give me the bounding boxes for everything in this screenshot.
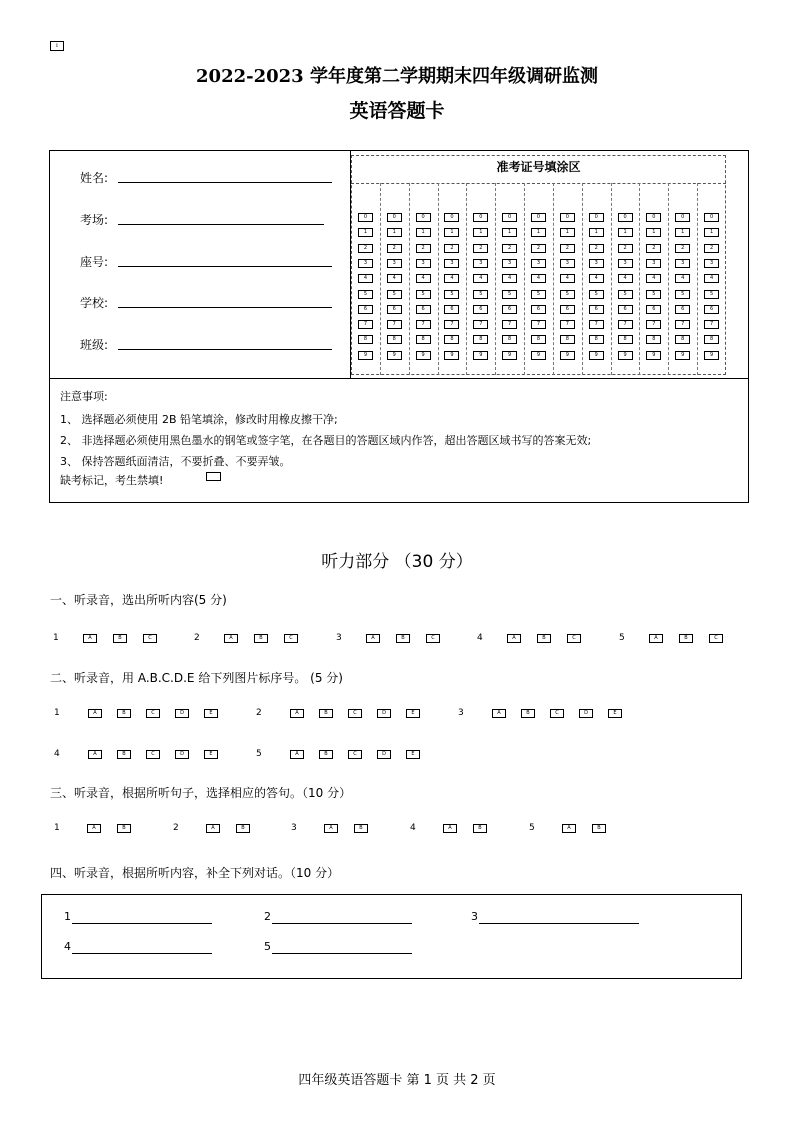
exam-number-column-divider [582, 183, 583, 375]
exam-number-bubble[interactable]: 1 [473, 228, 488, 237]
exam-number-column-divider [524, 183, 525, 375]
exam-number-bubble[interactable]: 2 [358, 244, 373, 253]
exam-number-bubble[interactable]: 1 [675, 228, 690, 237]
exam-number-bubble[interactable]: 3 [560, 259, 575, 268]
question-number: 3 [336, 633, 342, 643]
exam-number-bubble[interactable]: 5 [473, 290, 488, 299]
option-bubble[interactable]: A [366, 634, 380, 643]
option-bubble[interactable]: A [324, 824, 338, 833]
exam-number-bubble[interactable]: 8 [531, 335, 546, 344]
exam-number-bubble[interactable]: 5 [589, 290, 604, 299]
option-bubble[interactable]: C [284, 634, 298, 643]
exam-number-bubble[interactable]: 9 [560, 351, 575, 360]
exam-number-bubble[interactable]: 5 [618, 290, 633, 299]
exam-number-bubble[interactable]: 1 [416, 228, 431, 237]
exam-number-bubble[interactable]: 9 [589, 351, 604, 360]
option-bubble[interactable]: B [319, 709, 333, 718]
exam-number-bubble[interactable]: 2 [589, 244, 604, 253]
exam-number-bubble[interactable]: 7 [589, 320, 604, 329]
q4-title: 四、听录音，根据所听内容，补全下列对话。（10 分） [50, 866, 340, 880]
option-bubble[interactable]: D [175, 709, 189, 718]
option-bubble[interactable]: A [507, 634, 521, 643]
exam-number-bubble[interactable]: 0 [473, 213, 488, 222]
exam-number-bubble[interactable]: 0 [675, 213, 690, 222]
exam-number-bubble[interactable]: 3 [646, 259, 661, 268]
exam-number-bubble[interactable]: 6 [560, 305, 575, 314]
exam-number-bubble[interactable]: 9 [704, 351, 719, 360]
exam-number-bubble[interactable]: 3 [473, 259, 488, 268]
exam-number-bubble[interactable]: 7 [675, 320, 690, 329]
option-bubble[interactable]: D [579, 709, 593, 718]
exam-number-bubble[interactable]: 4 [473, 274, 488, 283]
exam-number-bubble[interactable]: 4 [358, 274, 373, 283]
exam-number-bubble[interactable]: 8 [589, 335, 604, 344]
exam-number-bubble[interactable]: 7 [444, 320, 459, 329]
exam-number-bubble[interactable]: 4 [416, 274, 431, 283]
question-number: 2 [173, 823, 179, 833]
exam-number-bubble[interactable]: 7 [473, 320, 488, 329]
notice-divider [49, 378, 749, 379]
exam-number-bubble[interactable]: 7 [531, 320, 546, 329]
exam-number-bubble[interactable]: 6 [502, 305, 517, 314]
seat-label: 座号: [80, 255, 109, 269]
option-bubble[interactable]: A [88, 750, 102, 759]
option-bubble[interactable]: B [254, 634, 268, 643]
option-bubble[interactable]: A [83, 634, 97, 643]
exam-number-bubble[interactable]: 0 [358, 213, 373, 222]
exam-number-bubble[interactable]: 2 [473, 244, 488, 253]
exam-number-bubble[interactable]: 2 [531, 244, 546, 253]
school-field[interactable] [118, 307, 332, 308]
exam-number-bubble[interactable]: 4 [704, 274, 719, 283]
exam-number-bubble[interactable]: 3 [502, 259, 517, 268]
option-bubble[interactable]: A [649, 634, 663, 643]
exam-number-bubble[interactable]: 2 [675, 244, 690, 253]
exam-number-bubble[interactable]: 8 [704, 335, 719, 344]
option-bubble[interactable]: A [206, 824, 220, 833]
exam-number-bubble[interactable]: 7 [387, 320, 402, 329]
exam-number-bubble[interactable]: 5 [416, 290, 431, 299]
exam-number-bubble[interactable]: 9 [473, 351, 488, 360]
option-bubble[interactable]: D [377, 750, 391, 759]
exam-number-bubble[interactable]: 8 [646, 335, 661, 344]
notice-item-3: 3、 保持答题纸面清洁，不要折叠、不要弄皱。 [60, 455, 291, 468]
answer-number: 5 [264, 940, 271, 953]
option-bubble[interactable]: B [319, 750, 333, 759]
option-bubble[interactable]: A [443, 824, 457, 833]
exam-number-bubble[interactable]: 8 [387, 335, 402, 344]
option-bubble[interactable]: E [406, 709, 420, 718]
option-bubble[interactable]: A [87, 824, 101, 833]
option-bubble[interactable]: B [117, 824, 131, 833]
exam-number-bubble[interactable]: 2 [387, 244, 402, 253]
exam-number-bubble[interactable]: 9 [416, 351, 431, 360]
option-bubble[interactable]: C [348, 750, 362, 759]
question-number: 3 [291, 823, 297, 833]
answer-line[interactable] [479, 923, 639, 924]
class-label: 班级: [80, 338, 109, 352]
exam-number-bubble[interactable]: 2 [618, 244, 633, 253]
name-field[interactable] [118, 182, 332, 183]
answer-number: 4 [64, 940, 71, 953]
section-title: 听力部分 （30 分） [321, 552, 473, 572]
exam-number-bubble[interactable]: 8 [416, 335, 431, 344]
exam-number-bubble[interactable]: 3 [531, 259, 546, 268]
question-number: 4 [410, 823, 416, 833]
exam-number-bubble[interactable]: 6 [531, 305, 546, 314]
exam-number-bubble[interactable]: 8 [502, 335, 517, 344]
exam-number-bubble[interactable]: 5 [560, 290, 575, 299]
exam-number-column-divider [438, 183, 439, 375]
exam-number-bubble[interactable]: 0 [416, 213, 431, 222]
exam-number-bubble[interactable]: 0 [704, 213, 719, 222]
exam-number-bubble[interactable]: 7 [416, 320, 431, 329]
exam-number-bubble[interactable]: 9 [387, 351, 402, 360]
exam-number-bubble[interactable]: 3 [358, 259, 373, 268]
exam-number-column-divider [466, 183, 467, 375]
option-bubble[interactable]: C [550, 709, 564, 718]
exam-number-bubble[interactable]: 9 [358, 351, 373, 360]
option-bubble[interactable]: D [377, 709, 391, 718]
exam-number-bubble[interactable]: 0 [444, 213, 459, 222]
question-number: 1 [54, 708, 60, 718]
question-number: 1 [53, 633, 59, 643]
q3-title: 三、听录音，根据所听句子，选择相应的答句。（10 分） [50, 786, 352, 800]
option-bubble[interactable]: B [236, 824, 250, 833]
option-bubble[interactable]: A [290, 709, 304, 718]
exam-number-bubble[interactable]: 1 [560, 228, 575, 237]
page-footer: 四年级英语答题卡 第 1 页 共 2 页 [298, 1073, 496, 1088]
exam-number-bubble[interactable]: 0 [502, 213, 517, 222]
q4-answer-box [41, 894, 742, 979]
question-number: 3 [458, 708, 464, 718]
exam-number-bubble[interactable]: 5 [502, 290, 517, 299]
answer-number: 3 [471, 910, 478, 923]
option-bubble[interactable]: E [204, 709, 218, 718]
exam-number-bubble[interactable]: 5 [531, 290, 546, 299]
exam-number-bubble[interactable]: 5 [646, 290, 661, 299]
answer-number: 2 [264, 910, 271, 923]
exam-number-bubble[interactable]: 9 [531, 351, 546, 360]
exam-number-bubble[interactable]: 4 [589, 274, 604, 283]
exam-number-bubble[interactable]: 9 [618, 351, 633, 360]
exam-number-bubble[interactable]: 1 [358, 228, 373, 237]
exam-number-bubble[interactable]: 7 [560, 320, 575, 329]
option-bubble[interactable]: B [354, 824, 368, 833]
exam-number-bubble[interactable]: 6 [444, 305, 459, 314]
exam-number-bubble[interactable]: 0 [531, 213, 546, 222]
exam-number-bubble[interactable]: 1 [502, 228, 517, 237]
exam-number-bubble[interactable]: 9 [646, 351, 661, 360]
question-number: 5 [529, 823, 535, 833]
option-bubble[interactable]: B [537, 634, 551, 643]
exam-number-bubble[interactable]: 6 [473, 305, 488, 314]
exam-number-bubble[interactable]: 6 [358, 305, 373, 314]
option-bubble[interactable]: A [492, 709, 506, 718]
exam-number-bubble[interactable]: 3 [444, 259, 459, 268]
exam-number-column-divider [553, 183, 554, 375]
question-number: 1 [54, 823, 60, 833]
exam-number-bubble[interactable]: 1 [646, 228, 661, 237]
exam-number-bubble[interactable]: 8 [675, 335, 690, 344]
exam-number-bubble[interactable]: 2 [704, 244, 719, 253]
option-bubble[interactable]: C [146, 709, 160, 718]
exam-number-bubble[interactable]: 6 [618, 305, 633, 314]
option-bubble[interactable]: D [175, 750, 189, 759]
option-bubble[interactable]: B [679, 634, 693, 643]
answer-line[interactable] [272, 953, 412, 954]
option-bubble[interactable]: B [113, 634, 127, 643]
answer-line[interactable] [72, 923, 212, 924]
option-bubble[interactable]: C [146, 750, 160, 759]
exam-number-bubble[interactable]: 0 [589, 213, 604, 222]
exam-number-bubble[interactable]: 7 [646, 320, 661, 329]
exam-number-bubble[interactable]: 6 [704, 305, 719, 314]
answer-line[interactable] [72, 953, 212, 954]
q1-title: 一、听录音，选出所听内容(5 分) [50, 593, 227, 607]
exam-number-bubble[interactable]: 0 [646, 213, 661, 222]
option-bubble[interactable]: A [88, 709, 102, 718]
q2-title: 二、听录音，用 A.B.C.D.E 给下列图片标序号。 (5 分) [50, 671, 343, 685]
notice-item-2: 2、 非选择题必须使用黑色墨水的钢笔或签字笔，在各题目的答题区域内作答，超出答题区域书写的答案无效; [60, 434, 592, 447]
exam-number-bubble[interactable]: 6 [416, 305, 431, 314]
exam-number-bubble[interactable]: 4 [646, 274, 661, 283]
exam-number-bubble[interactable]: 1 [387, 228, 402, 237]
exam-number-bubble[interactable]: 4 [387, 274, 402, 283]
exam-number-column-divider [495, 183, 496, 375]
exam-number-bubble[interactable]: 4 [502, 274, 517, 283]
option-bubble[interactable]: A [562, 824, 576, 833]
exam-room-label: 考场: [80, 213, 109, 227]
notice-item-1: 1、 选择题必须使用 2B 铅笔填涂，修改时用橡皮擦干净; [60, 413, 338, 426]
exam-number-bubble[interactable]: 1 [444, 228, 459, 237]
exam-number-bubble[interactable]: 5 [704, 290, 719, 299]
exam-number-bubble[interactable]: 4 [444, 274, 459, 283]
option-bubble[interactable]: C [426, 634, 440, 643]
question-number: 2 [194, 633, 200, 643]
exam-number-bubble[interactable]: 2 [560, 244, 575, 253]
name-label: 姓名: [80, 171, 109, 185]
school-label: 学校: [80, 296, 109, 310]
exam-number-bubble[interactable]: 9 [444, 351, 459, 360]
exam-number-bubble[interactable]: 0 [618, 213, 633, 222]
corner-mark: 1 [50, 41, 64, 51]
exam-number-bubble[interactable]: 0 [387, 213, 402, 222]
exam-number-bubble[interactable]: 1 [589, 228, 604, 237]
exam-number-bubble[interactable]: 2 [646, 244, 661, 253]
answer-line[interactable] [272, 923, 412, 924]
exam-number-bubble[interactable]: 4 [675, 274, 690, 283]
notice-heading: 注意事项: [60, 390, 108, 403]
exam-number-bubble[interactable]: 7 [618, 320, 633, 329]
question-number: 2 [256, 708, 262, 718]
exam-number-column-divider [409, 183, 410, 375]
exam-number-bubble[interactable]: 8 [358, 335, 373, 344]
exam-number-bubble[interactable]: 9 [675, 351, 690, 360]
exam-number-bubble[interactable]: 1 [618, 228, 633, 237]
question-number: 4 [477, 633, 483, 643]
option-bubble[interactable]: A [224, 634, 238, 643]
exam-number-bubble[interactable]: 6 [646, 305, 661, 314]
exam-number-bubble[interactable]: 3 [416, 259, 431, 268]
option-bubble[interactable]: B [396, 634, 410, 643]
option-bubble[interactable]: B [117, 709, 131, 718]
exam-number-bubble[interactable]: 5 [675, 290, 690, 299]
exam-number-bubble[interactable]: 9 [502, 351, 517, 360]
exam-number-bubble[interactable]: 5 [387, 290, 402, 299]
option-bubble[interactable]: C [348, 709, 362, 718]
exam-number-bubble[interactable]: 3 [675, 259, 690, 268]
option-bubble[interactable]: E [204, 750, 218, 759]
option-bubble[interactable]: C [709, 634, 723, 643]
exam-number-bubble[interactable]: 7 [502, 320, 517, 329]
page-title: 2022-2023 学年度第二学期期末四年级调研监测 [196, 66, 598, 87]
exam-number-bubble[interactable]: 1 [704, 228, 719, 237]
exam-number-bubble[interactable]: 8 [618, 335, 633, 344]
option-bubble[interactable]: E [608, 709, 622, 718]
option-bubble[interactable]: B [521, 709, 535, 718]
exam-number-bubble[interactable]: 4 [531, 274, 546, 283]
page-subtitle: 英语答题卡 [349, 100, 445, 122]
option-bubble[interactable]: B [592, 824, 606, 833]
exam-number-column-divider [697, 183, 698, 375]
exam-number-column-divider [611, 183, 612, 375]
exam-number-separator [351, 183, 726, 184]
exam-number-bubble[interactable]: 8 [560, 335, 575, 344]
option-bubble[interactable]: E [406, 750, 420, 759]
exam-number-bubble[interactable]: 7 [704, 320, 719, 329]
exam-number-bubble[interactable]: 5 [358, 290, 373, 299]
exam-number-bubble[interactable]: 4 [618, 274, 633, 283]
exam-number-bubble[interactable]: 0 [560, 213, 575, 222]
exam-number-bubble[interactable]: 6 [589, 305, 604, 314]
exam-number-bubble[interactable]: 1 [531, 228, 546, 237]
exam-number-bubble[interactable]: 2 [416, 244, 431, 253]
question-number: 5 [619, 633, 625, 643]
option-bubble[interactable]: B [117, 750, 131, 759]
exam-room-field[interactable] [118, 224, 324, 225]
exam-number-bubble[interactable]: 2 [502, 244, 517, 253]
option-bubble[interactable]: C [567, 634, 581, 643]
exam-number-bubble[interactable]: 3 [618, 259, 633, 268]
exam-number-bubble[interactable]: 8 [444, 335, 459, 344]
exam-number-bubble[interactable]: 6 [675, 305, 690, 314]
exam-number-column-divider [380, 183, 381, 375]
option-bubble[interactable]: C [143, 634, 157, 643]
exam-number-bubble[interactable]: 7 [358, 320, 373, 329]
exam-number-bubble[interactable]: 8 [473, 335, 488, 344]
absent-mark-box[interactable] [206, 472, 221, 481]
exam-number-title: 准考证号填涂区 [496, 160, 581, 174]
question-number: 5 [256, 749, 262, 759]
exam-number-bubble[interactable]: 3 [704, 259, 719, 268]
exam-number-bubble[interactable]: 4 [560, 274, 575, 283]
exam-number-bubble[interactable]: 5 [444, 290, 459, 299]
option-bubble[interactable]: A [290, 750, 304, 759]
option-bubble[interactable]: B [473, 824, 487, 833]
exam-number-column-divider [639, 183, 640, 375]
answer-number: 1 [64, 910, 71, 923]
question-number: 4 [54, 749, 60, 759]
exam-number-bubble[interactable]: 2 [444, 244, 459, 253]
exam-number-column-divider [668, 183, 669, 375]
absent-mark-label: 缺考标记，考生禁填! [60, 474, 164, 487]
seat-field[interactable] [118, 266, 332, 267]
exam-number-bubble[interactable]: 3 [387, 259, 402, 268]
exam-number-bubble[interactable]: 3 [589, 259, 604, 268]
class-field[interactable] [118, 349, 332, 350]
exam-number-bubble[interactable]: 6 [387, 305, 402, 314]
